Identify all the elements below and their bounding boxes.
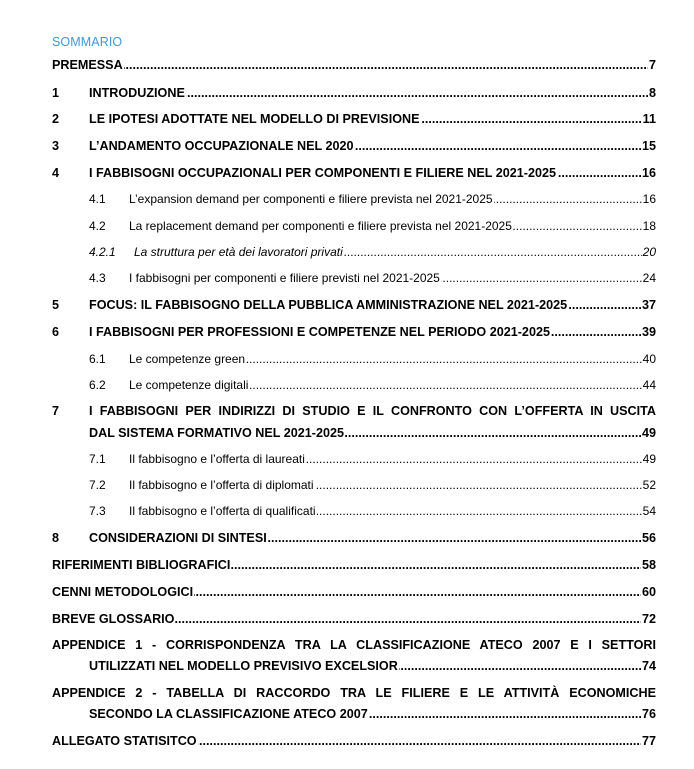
toc-entry-glossario[interactable] [52,612,656,626]
toc-title-line2: UTILIZZATI NEL MODELLO PREVISIVO EXCELSIOR [89,659,398,673]
toc-entry-6-1[interactable] [89,352,656,366]
toc-title: CONSIDERAZIONI DI SINTESI [89,531,267,545]
toc-page: 24 [642,271,656,285]
toc-number: 2 [52,112,60,126]
toc-entry-7-1[interactable] [89,452,656,466]
toc-title: L’ANDAMENTO OCCUPAZIONALE NEL 2020 [89,139,354,153]
toc-page: 8 [648,86,656,100]
toc-entry-7-2[interactable] [89,478,656,492]
toc-entry-4-1[interactable] [89,192,656,206]
toc-entry-8[interactable] [52,531,656,545]
toc-number: 4.2.1 [89,245,116,259]
toc-title: Il fabbisogno e l’offerta di laureati [129,452,305,466]
toc-page: 60 [641,585,656,599]
toc-entry-1[interactable] [52,86,656,100]
toc-entry-cenni[interactable] [52,585,656,599]
toc-entry-allegato[interactable] [52,734,656,748]
toc-title: CENNI METODOLOGICI [52,585,194,599]
toc-entry-4-2-1[interactable] [89,245,656,259]
toc-entry-2[interactable] [52,112,656,126]
toc-title: LE IPOTESI ADOTTATE NEL MODELLO DI PREVISIONE [89,112,420,126]
toc-title: INTRODUZIONE [89,86,185,100]
toc-title-line1: APPENDICE 1 - CORRISPONDENZA TRA LA CLASSIFICAZIONE ATECO 2007 E I SETTORI [52,638,656,652]
toc-title: RIFERIMENTI BIBLIOGRAFICI [52,558,231,572]
toc-entry-7-line2[interactable] [89,426,656,440]
toc-heading: SOMMARIO [52,35,123,49]
toc-number: 4.1 [89,192,106,206]
toc-entry-appendice-2-line1[interactable] [52,686,656,700]
toc-number: 3 [52,139,60,153]
toc-title: I FABBISOGNI OCCUPAZIONALI PER COMPONENTI E FILIERE NEL 2021-2025 [89,166,556,180]
toc-title-line2: SECONDO LA CLASSIFICAZIONE ATECO 2007 [89,707,368,721]
toc-page: 16 [642,192,656,206]
toc-entry-7-3[interactable] [89,504,656,518]
toc-number: 1 [52,86,60,100]
toc-entry-3[interactable] [52,139,656,153]
toc-number: 4.2 [89,219,106,233]
toc-number: 7.2 [89,478,106,492]
toc-title: PREMESSA [52,58,123,72]
toc-number: 6 [52,325,60,339]
toc-page: 15 [641,139,656,153]
toc-title: Il fabbisogno e l’offerta di diplomati [129,478,314,492]
toc-entry-5[interactable] [52,298,656,312]
toc-page: 58 [641,558,656,572]
toc-page: 16 [641,166,656,180]
toc-title: I fabbisogni per componenti e filiere previsti nel 2021-2025 [129,271,440,285]
toc-title: Il fabbisogno e l’offerta di qualificati [129,504,316,518]
toc-page: 20 [642,245,656,259]
toc-entry-4-3[interactable] [89,271,656,285]
toc-title: ALLEGATO STATISITCO [52,734,197,748]
toc-page: 49 [642,452,656,466]
toc-title: FOCUS: IL FABBISOGNO DELLA PUBBLICA AMMINISTRAZIONE NEL 2021-2025 [89,298,568,312]
toc-title-line1: I FABBISOGNI PER INDIRIZZI DI STUDIO E IL CONFRONTO CON L’OFFERTA IN USCITA [89,404,656,418]
toc-page: 39 [641,325,656,339]
toc-title: Le competenze digitali [129,378,249,392]
toc-entry-4[interactable] [52,166,656,180]
toc-number: 7.3 [89,504,106,518]
toc-title: I FABBISOGNI PER PROFESSIONI E COMPETENZE NEL PERIODO 2021-2025 [89,325,550,339]
toc-number: 6.1 [89,352,106,366]
toc-page: 72 [641,612,656,626]
toc-entry-6-2[interactable] [89,378,656,392]
toc-page: 52 [642,478,656,492]
toc-entry-6[interactable] [52,325,656,339]
toc-page: 37 [641,298,656,312]
toc-entry-appendice-1-line1[interactable] [52,638,656,652]
toc-page: 74 [641,659,656,673]
toc-entry-7-line1[interactable] [52,404,656,418]
toc-title: BREVE GLOSSARIO [52,612,175,626]
toc-page: 40 [642,352,656,366]
toc-title-line2: DAL SISTEMA FORMATIVO NEL 2021-2025 [89,426,344,440]
toc-page: 56 [641,531,656,545]
toc-title: L’expansion demand per componenti e filiere prevista nel 2021-2025 [129,192,493,206]
toc-number: 8 [52,531,60,545]
toc-number: 5 [52,298,60,312]
toc-title: La replacement demand per componenti e filiere prevista nel 2021-2025 [129,219,512,233]
toc-number: 4.3 [89,271,106,285]
toc-page: 11 [642,112,656,126]
toc-page: 44 [642,378,656,392]
toc-page: 49 [641,426,656,440]
toc-title: La struttura per età dei lavoratori privati [134,245,343,259]
toc-entry-appendice-2-line2[interactable] [89,707,656,721]
toc-page: 77 [641,734,656,748]
toc-title-line1: APPENDICE 2 - TABELLA DI RACCORDO TRA LE FILIERE E LE ATTIVITÀ ECONOMICHE [52,686,656,700]
toc-number: 4 [52,166,60,180]
toc-page: 76 [641,707,656,721]
toc-page: 7 [648,58,656,72]
toc-entry-riferimenti[interactable] [52,558,656,572]
toc-title: Le competenze green [129,352,246,366]
toc-entry-premessa[interactable] [52,58,656,72]
toc-number: 7 [52,404,60,418]
toc-number: 6.2 [89,378,106,392]
toc-page: 54 [642,504,656,518]
toc-number: 7.1 [89,452,106,466]
toc-page: 18 [642,219,656,233]
toc-entry-4-2[interactable] [89,219,656,233]
toc-entry-appendice-1-line2[interactable] [89,659,656,673]
